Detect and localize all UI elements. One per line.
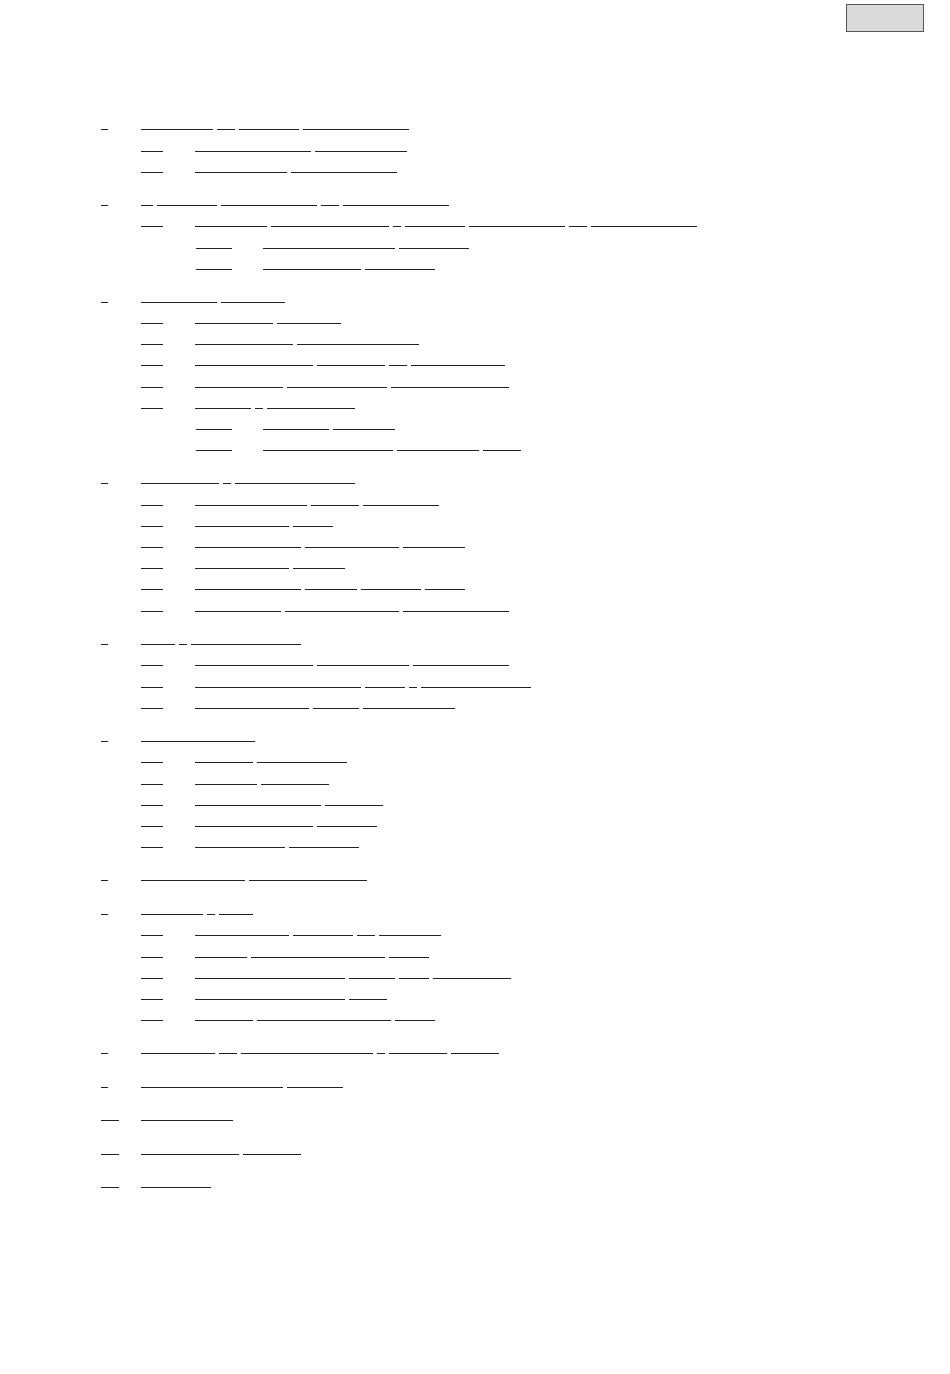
toc-entry-number <box>196 429 232 430</box>
toc-entry-number <box>141 408 163 409</box>
toc-entry-number <box>141 999 163 1000</box>
toc-entry-number <box>141 611 163 612</box>
toc-entry-word[interactable] <box>195 826 313 827</box>
toc-entry-word[interactable] <box>195 344 293 345</box>
toc-entry-word[interactable] <box>141 1187 211 1188</box>
toc-entry-word[interactable] <box>305 547 399 548</box>
toc-entry-word[interactable] <box>451 1053 499 1054</box>
toc-entry-word[interactable] <box>421 687 531 688</box>
toc-entry-word[interactable] <box>223 483 231 484</box>
toc-entry-word[interactable] <box>195 978 345 979</box>
toc-entry-word[interactable] <box>361 589 421 590</box>
toc-entry-word[interactable] <box>315 151 407 152</box>
toc-entry-word[interactable] <box>141 914 203 915</box>
toc-entry-word[interactable] <box>405 226 465 227</box>
toc-entry-word[interactable] <box>287 387 387 388</box>
toc-entry-word[interactable] <box>221 302 285 303</box>
toc-entry-number <box>141 568 163 569</box>
toc-entry-word[interactable] <box>257 1020 391 1021</box>
toc-entry-number <box>141 665 163 666</box>
toc-entry-word[interactable] <box>409 687 417 688</box>
toc-entry-word[interactable] <box>207 914 215 915</box>
toc-entry-word[interactable] <box>249 880 367 881</box>
toc-entry-word[interactable] <box>195 708 309 709</box>
toc-entry-number <box>101 914 108 915</box>
toc-entry-word[interactable] <box>277 323 341 324</box>
toc-entry-word[interactable] <box>303 129 409 130</box>
toc-entry-number <box>101 1053 108 1054</box>
toc-entry-number <box>101 205 108 206</box>
toc-entry-number <box>141 344 163 345</box>
toc-entry-word[interactable] <box>141 741 255 742</box>
toc-entry-word[interactable] <box>377 1053 385 1054</box>
toc-entry-number <box>196 269 232 270</box>
toc-entry-number <box>141 387 163 388</box>
toc-entry-word[interactable] <box>141 129 213 130</box>
toc-entry-number <box>141 172 163 173</box>
toc-entry-word[interactable] <box>141 483 219 484</box>
toc-entry-word[interactable] <box>195 665 313 666</box>
toc-entry-word[interactable] <box>219 914 253 915</box>
toc-entry-number <box>101 1120 119 1121</box>
toc-entry-word[interactable] <box>365 269 435 270</box>
toc-entry-word[interactable] <box>221 205 317 206</box>
toc-entry-word[interactable] <box>357 935 375 936</box>
toc-entry-word[interactable] <box>349 978 395 979</box>
toc-entry-word[interactable] <box>195 387 283 388</box>
toc-entry-word[interactable] <box>157 205 217 206</box>
toc-entry-number <box>141 762 163 763</box>
toc-entry-word[interactable] <box>195 151 311 152</box>
toc-entry-number <box>141 226 163 227</box>
toc-entry-number <box>101 880 108 881</box>
toc-entry-word[interactable] <box>217 129 235 130</box>
toc-entry-word[interactable] <box>241 1053 373 1054</box>
toc-entry-word[interactable] <box>195 847 285 848</box>
toc-entry-word[interactable] <box>191 644 301 645</box>
toc-entry-number <box>101 1087 108 1088</box>
toc-entry-word[interactable] <box>195 547 301 548</box>
toc-entry-word[interactable] <box>425 589 465 590</box>
toc-entry-number <box>196 248 232 249</box>
toc-entry-word[interactable] <box>365 687 405 688</box>
toc-entry-word[interactable] <box>313 708 359 709</box>
toc-entry-word[interactable] <box>257 762 347 763</box>
toc-entry-word[interactable] <box>411 365 505 366</box>
toc-entry-word[interactable] <box>141 1087 283 1088</box>
toc-entry-word[interactable] <box>195 784 257 785</box>
toc-entry-word[interactable] <box>433 978 511 979</box>
toc-entry-number <box>141 505 163 506</box>
toc-entry-number <box>101 1154 119 1155</box>
toc-entry-word[interactable] <box>569 226 587 227</box>
toc-entry-word[interactable] <box>195 365 313 366</box>
toc-entry-word[interactable] <box>271 226 389 227</box>
toc-entry-word[interactable] <box>289 847 359 848</box>
toc-entry-number <box>101 302 108 303</box>
toc-entry-word[interactable] <box>195 999 345 1000</box>
toc-entry-word[interactable] <box>195 323 273 324</box>
toc-entry-number <box>141 708 163 709</box>
toc-entry-word[interactable] <box>293 526 333 527</box>
toc-entry-word[interactable] <box>263 248 395 249</box>
toc-entry-word[interactable] <box>195 505 307 506</box>
toc-entry-number <box>141 365 163 366</box>
toc-entry-word[interactable] <box>403 611 509 612</box>
toc-entry-number <box>141 784 163 785</box>
toc-entry-word[interactable] <box>317 365 385 366</box>
toc-entry-word[interactable] <box>469 226 565 227</box>
toc-entry-word[interactable] <box>263 269 361 270</box>
toc-entry-word[interactable] <box>195 172 287 173</box>
toc-entry-word[interactable] <box>349 999 387 1000</box>
toc-entry-word[interactable] <box>195 568 289 569</box>
toc-entry-word[interactable] <box>141 1053 215 1054</box>
toc-entry-word[interactable] <box>267 408 355 409</box>
toc-entry-word[interactable] <box>333 429 395 430</box>
toc-entry-word[interactable] <box>195 935 289 936</box>
toc-entry-word[interactable] <box>343 205 449 206</box>
toc-entry-number <box>101 1187 119 1188</box>
toc-entry-word[interactable] <box>243 1154 301 1155</box>
toc-entry-word[interactable] <box>413 665 509 666</box>
toc-entry-word[interactable] <box>389 365 407 366</box>
toc-entry-number <box>141 526 163 527</box>
toc-entry-word[interactable] <box>297 344 419 345</box>
toc-entry-word[interactable] <box>235 483 355 484</box>
toc-entry-word[interactable] <box>363 708 455 709</box>
toc-entry-word[interactable] <box>363 505 439 506</box>
toc-entry-word[interactable] <box>141 1154 239 1155</box>
toc-entry-word[interactable] <box>263 450 393 451</box>
toc-entry-word[interactable] <box>403 547 465 548</box>
toc-entry-number <box>101 644 108 645</box>
toc-entry-word[interactable] <box>141 302 217 303</box>
toc-entry-word[interactable] <box>219 1053 237 1054</box>
toc-entry-word[interactable] <box>591 226 697 227</box>
toc-entry-word[interactable] <box>293 935 353 936</box>
toc-entry-word[interactable] <box>285 611 399 612</box>
toc-entry-word[interactable] <box>317 665 409 666</box>
toc-entry-word[interactable] <box>287 1087 343 1088</box>
toc-entry-word[interactable] <box>389 957 429 958</box>
toc-entry-number <box>141 826 163 827</box>
toc-entry-word[interactable] <box>379 935 441 936</box>
toc-entry-word[interactable] <box>317 826 377 827</box>
toc-entry-number <box>141 151 163 152</box>
toc-entry-word[interactable] <box>195 526 289 527</box>
toc-entry-number <box>141 847 163 848</box>
toc-entry-number <box>141 957 163 958</box>
toc-entry-word[interactable] <box>195 589 301 590</box>
toc-entry-word[interactable] <box>195 762 253 763</box>
toc-entry-number <box>141 547 163 548</box>
toc-entry-word[interactable] <box>141 880 245 881</box>
toc-entry-number <box>141 978 163 979</box>
toc-entry-word[interactable] <box>261 784 329 785</box>
toc-entry-number <box>141 805 163 806</box>
toc-entry-word[interactable] <box>389 1053 447 1054</box>
toc-entry-word[interactable] <box>195 226 267 227</box>
toc-entry-word[interactable] <box>305 589 357 590</box>
toc-entry-word[interactable] <box>399 248 469 249</box>
toc-entry-word[interactable] <box>393 226 401 227</box>
toc-entry-number <box>196 450 232 451</box>
toc-entry-word[interactable] <box>395 1020 435 1021</box>
toc-entry-number <box>101 483 108 484</box>
toc-entry-number <box>141 935 163 936</box>
toc-entry-word[interactable] <box>255 408 263 409</box>
toc-entry-number <box>101 129 108 130</box>
toc-entry-word[interactable] <box>239 129 299 130</box>
toc-entry-word[interactable] <box>251 957 385 958</box>
toc-entry-word[interactable] <box>195 957 247 958</box>
toc-entry-word[interactable] <box>293 568 345 569</box>
toc-entry-number <box>141 323 163 324</box>
toc-entry-word[interactable] <box>311 505 359 506</box>
toc-entry-word[interactable] <box>179 644 187 645</box>
toc-entry-word[interactable] <box>141 205 153 206</box>
toc-entry-number <box>101 741 108 742</box>
toc-entry-number <box>141 687 163 688</box>
toc-entry-word[interactable] <box>483 450 521 451</box>
toc-entry-word[interactable] <box>291 172 397 173</box>
toc-entry-number <box>141 589 163 590</box>
toc-entry-word[interactable] <box>141 644 175 645</box>
toc-entry-word[interactable] <box>195 611 281 612</box>
toc-entry-word[interactable] <box>195 805 321 806</box>
toc-entry-word[interactable] <box>397 450 479 451</box>
toc-entry-word[interactable] <box>195 408 251 409</box>
toc-entry-word[interactable] <box>325 805 383 806</box>
toc-entry-word[interactable] <box>195 1020 253 1021</box>
toc-entry-word[interactable] <box>195 687 361 688</box>
toc-entry-word[interactable] <box>391 387 509 388</box>
toc-entry-word[interactable] <box>141 1120 233 1121</box>
toc-entry-number <box>141 1020 163 1021</box>
toc-entry-word[interactable] <box>321 205 339 206</box>
toc-entry-word[interactable] <box>399 978 429 979</box>
toc-entry-word[interactable] <box>263 429 329 430</box>
